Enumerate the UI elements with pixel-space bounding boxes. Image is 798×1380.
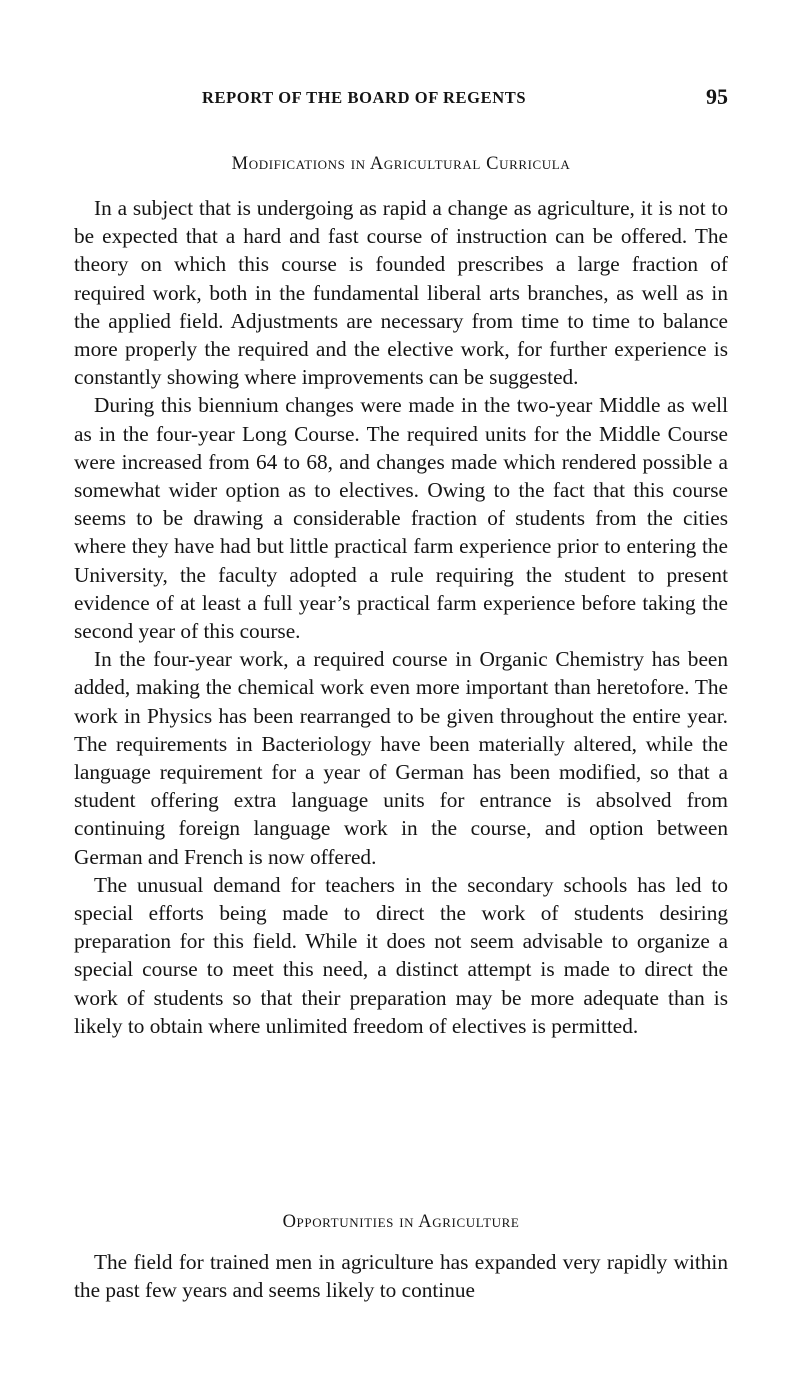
- page-number: 95: [706, 84, 728, 109]
- section-heading-opportunities: Opportunities in Agriculture: [282, 1212, 520, 1232]
- section-body-opportunities: [74, 1248, 728, 1304]
- running-head: REPORT OF THE BOARD OF REGENTS: [202, 88, 527, 107]
- paragraph: In the four-year work, a required course in Organic Chemistry has been added, making the chemical work even more important than heretofore. The work in Physics has been rearranged to be given throughout the entire year. The requirements in Bacteriology have been materially altered, while the language requirement for a year of German has been modified, so that a student offering extra language units for entrance is absolved from continuing foreign language work in the course, and option between German and French is now offered.: [74, 647, 728, 869]
- paragraph: During this biennium changes were made in the two-year Middle as well as in the four-year Long Course. The required units for the Middle Course were increased from 64 to 68, and changes made which rendered possible a somewhat wider option as to electives. Owing to the fact that this course seems to be drawing a considerable fraction of students from the cities where they have had but little practical farm experience prior to entering the University, the faculty adopted a rule requiring the student to present evidence of at least a full year’s practical farm experience before taking the second year of this course.: [74, 393, 728, 644]
- page-header: [74, 86, 728, 112]
- paragraph: The unusual demand for teachers in the secondary schools has led to special efforts being made to direct the work of students desiring preparation for this field. While it does not seem advisable to organize a special course to meet this need, a distinct attempt is made to direct the work of students so that their preparation may be more adequate than is likely to obtain where unlimited freedom of electives is permitted.: [74, 872, 728, 1038]
- section-body-modifications: [74, 194, 728, 1040]
- section-heading-modifications: Modifications in Agricultural Curricula: [231, 154, 571, 174]
- paragraph: In a subject that is undergoing as rapid a change as agriculture, it is not to be expected that a hard and fast course of instruction can be offered. The theory on which this course is founded prescribes a large fraction of required work, both in the fundamental liberal arts branches, as well as in the applied field. Adjustments are necessary from time to time to balance more properly the required and the elective work, for further experience is constantly showing where improvements can be suggested.: [74, 196, 728, 390]
- paragraph: The field for trained men in agriculture has expanded very rapidly within the past few years and seems likely to continue: [74, 1250, 728, 1303]
